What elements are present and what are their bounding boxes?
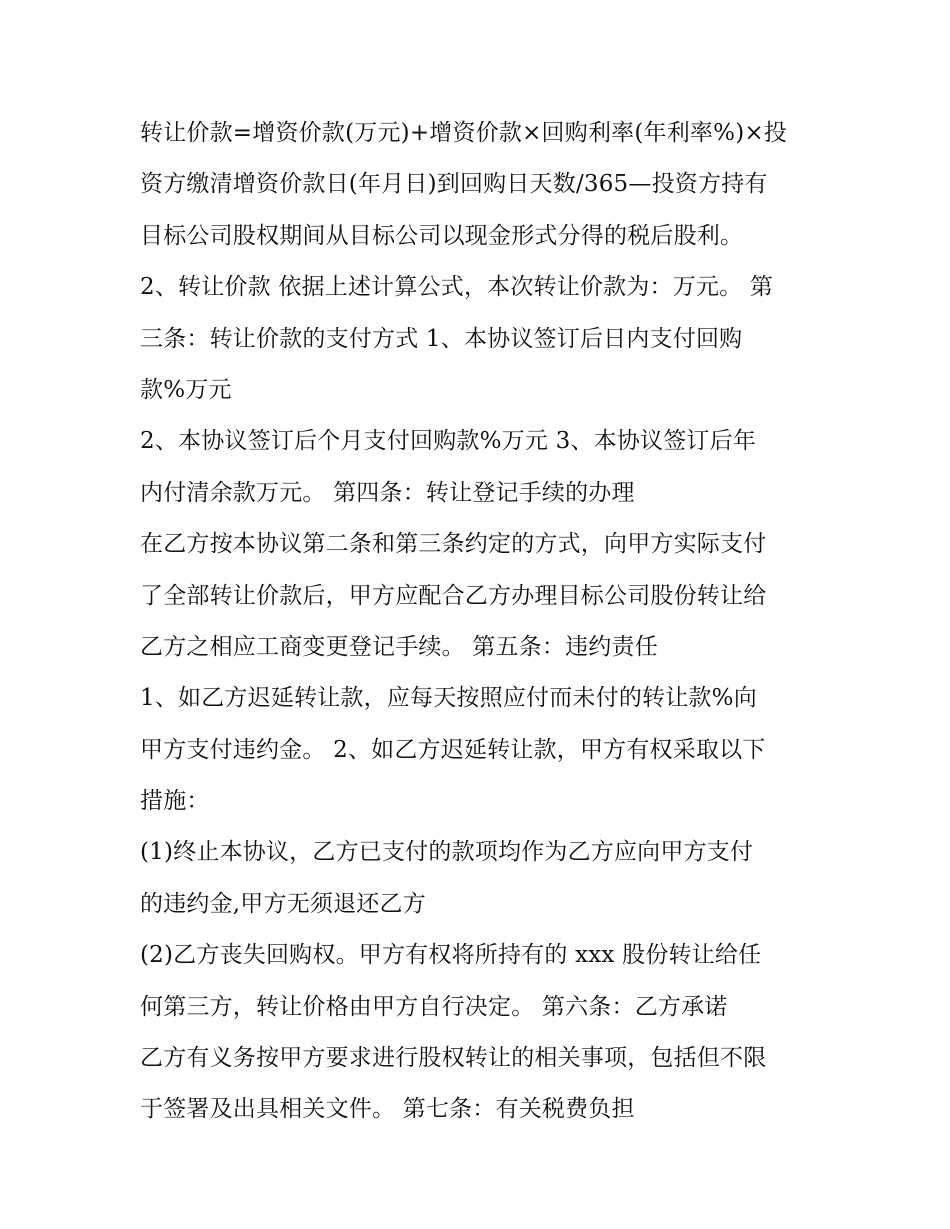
text-line: 甲方支付违约金。 2、如乙方迟延转让款，甲方有权采取以下	[140, 736, 766, 763]
text-line: 乙方有义务按甲方要求进行股权转让的相关事项，包括但不限	[140, 1045, 767, 1072]
document-body	[140, 108, 820, 1136]
text-line: (1)终止本协议，乙方已支付的款项均作为乙方应向甲方支付	[140, 839, 754, 866]
text-line: 三条：转让价款的支付方式 1、本协议签订后日内支付回购	[140, 325, 743, 352]
text-line: 在乙方按本协议第二条和第三条约定的方式，向甲方实际支付	[140, 531, 767, 558]
text-line: 的违约金,甲方无须退还乙方	[140, 890, 426, 917]
text-line: 2、转让价款 依据上述计算公式，本次转让价款为：万元。 第	[140, 274, 774, 301]
text-line: 目标公司股权期间从目标公司以现金形式分得的税后股利。	[140, 222, 744, 249]
text-line: 了全部转让价款后，甲方应配合乙方办理目标公司股份转让给	[140, 582, 767, 609]
text-line: 1、如乙方迟延转让款，应每天按照应付而未付的转让款%向	[140, 685, 757, 712]
text-line: 内付清余款万元。 第四条：转让登记手续的办理	[140, 479, 635, 506]
text-line: 措施：	[140, 788, 210, 815]
text-line: 于签署及出具相关文件。 第七条：有关税费负担	[140, 1096, 635, 1123]
text-line: 款%万元	[140, 376, 232, 403]
text-line: 转让价款=增资价款(万元)+增资价款×回购利率(年利率%)×投	[140, 120, 788, 146]
text-line: 何第三方，转让价格由甲方自行决定。 第六条：乙方承诺	[140, 993, 728, 1020]
text-line: 资方缴清增资价款日(年月日)到回购日天数/365—投资方持有	[140, 171, 768, 198]
text-line: 乙方之相应工商变更登记手续。 第五条：违约责任	[140, 633, 658, 660]
text-line: 2、本协议签订后个月支付回购款%万元 3、本协议签订后年	[140, 428, 757, 455]
text-line: (2)乙方丧失回购权。甲方有权将所持有的 xxx 股份转让给任	[140, 942, 762, 969]
